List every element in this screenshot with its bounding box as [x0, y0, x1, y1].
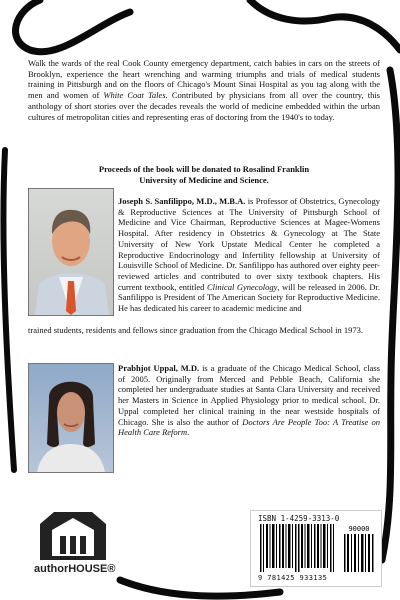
bio-uppal — [118, 363, 380, 438]
proceeds-line-1: Proceeds of the book will be donated to Rosalind Franklin — [98, 164, 310, 174]
author-name-uppal: Prabhjot Uppal, M.D. — [118, 363, 200, 373]
blurb-text-end: . Contributed by physicians from all over the country, this anthology of short stories over the decades reveals the world of medicine embedded within the urban cultures of metropolitan cities and representing eras of doctoring from the 1940's to today. — [28, 90, 380, 122]
proceeds-note — [28, 164, 380, 185]
bio-text: is a graduate of the Chicago Medical School, class of 2005. Originally from Merced and Pebble Beach, California she completed her undergraduate studies at Santa Clara University and received her Masters in Science in Applied Physiology prior to medical school. Dr. Uppal completed her clinical training in the near westside hospitals of Chicago. She is also the author of — [118, 363, 380, 427]
bio-sanfilippo-continued: trained students, residents and fellows since graduation from the Chicago Medical School in 1973. — [28, 325, 363, 335]
book-title-doctors-are-people-too: Doctors Are People Too: A Treatise on Health Care Reform — [118, 416, 381, 438]
price-code: 90000 — [348, 525, 370, 533]
author-name-sanfilippo: Joseph S. Sanfilippo, M.D., M.B.A. — [118, 196, 246, 206]
book-title: White Coat Tales — [103, 90, 166, 101]
isbn-label — [258, 514, 378, 523]
blurb-text: Walk the wards of the real Cook County emergency department, catch babies in cars on the streets of Brooklyn, experience the heart wrenching and warming triumphs and trials of medical students training in Pittsburgh and on the floors of Chicago's Mount Sinai Hospital as you tag along with the men and women of — [28, 58, 380, 101]
isbn-number: ISBN 1-4259-3313-0 — [258, 514, 340, 523]
bio-sanfilippo — [118, 196, 380, 314]
bio-text: . — [187, 427, 190, 438]
publisher-name: authorHOUSE® — [34, 563, 116, 575]
back-cover-blurb — [28, 58, 380, 122]
barcode-price-addon — [342, 524, 376, 572]
bio-text: is Professor of Obstetrics, Gynecology & Reproductive Sciences at The University of Pittsburgh School of Medicine and Vice Chairman, Reproductive Sciences at Magee-Womens Hospital. After residency in Obstetrics & Gynecology at The State University of New York Upstate Medical Center he completed a Reproductive Endocrinology and Infertility fellowship at University of Louisville School of Medicine. Dr. Sanfilippo has authored over eighty peer-reviewed articles and contributed to over sixty textbook chapters. His current textbook, entitled — [118, 196, 380, 292]
proceeds-line-2: University of Medicine and Science. — [139, 174, 269, 185]
barcode-ean — [258, 524, 338, 572]
book-title-clinical-gynecology: Clinical Gynecology — [206, 281, 278, 292]
bio-text: , will be released in 2006. Dr. Sanfilippo is President of The American Society for Reproductive Medicine. He has dedicated his career to academic medicine and — [118, 281, 380, 314]
author-photo-sanfilippo — [28, 188, 114, 316]
ean-number: 9 781425 933135 — [258, 574, 328, 582]
author-photo-uppal — [28, 363, 114, 473]
